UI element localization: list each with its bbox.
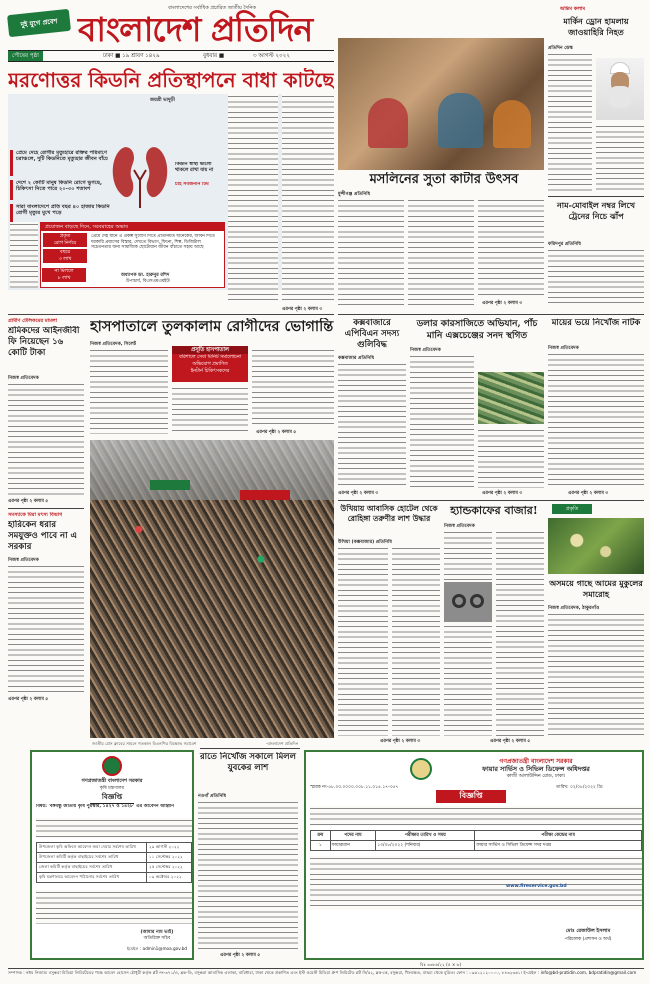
fire-service-ad [304, 750, 644, 960]
date-bar [8, 50, 334, 62]
hilsa-body-text [8, 564, 84, 694]
kidney-label: কিডনি স্বাস্থ্য ভালো থাকলে রাখা যায় না [175, 162, 214, 173]
table-cell: ২৫ সেপ্টেম্বর ২০২২ [147, 863, 192, 873]
hospital-body-text [172, 386, 248, 434]
apbn-byline: কক্সবাজার প্রতিনিধি [338, 356, 375, 361]
fire-ad-notice: বিজ্ঞপ্তি [436, 790, 506, 803]
hilsa-byline: নিজস্ব প্রতিবেদক [8, 558, 39, 563]
agri-ad-notice: বিজ্ঞপ্তি [90, 791, 134, 804]
table-cell: ০৯ অক্টোবর ২০২২ [147, 873, 192, 883]
table-cell: উপজেলা কৃষি অফিসে আবেদন জমা দেয়ার সর্বশেষ তারিখ [37, 843, 147, 853]
table-cell: ২৯ আগস্ট ২০২২ [147, 843, 192, 853]
grameen-kicker: গ্রামীণ টেলিকমের মামলা [8, 318, 58, 324]
mother-headline: মায়ের ভয়ে নিখোঁজ নাটক [551, 318, 641, 328]
muslin-photo [338, 38, 544, 170]
nature-kicker: প্রকৃতি [565, 506, 579, 512]
lead-body-text [282, 94, 334, 304]
kidney-illustration [110, 140, 170, 210]
hospital-headline: হাসপাতালে তুলকালাম রোগীদের ভোগান্তি [90, 318, 334, 335]
lead-box-stat [43, 233, 87, 247]
table-cell: ফায়ার সার্ভিস ও সিভিল ডিফেন্স সদর দপ্তর [475, 841, 642, 851]
fire-emblem-icon [410, 758, 432, 780]
mango-blossom-photo [548, 518, 644, 574]
muslin-byline: মুন্সীগঞ্জ প্রতিনিধি [338, 192, 371, 197]
agri-ad-signature: (আমার নাম ভাই) [140, 930, 174, 935]
table-cell: ১ [311, 841, 331, 851]
hospital-badge-line: অভিযোগ প্রমাণিত [192, 362, 228, 367]
lead-box-stats [43, 233, 87, 265]
table-header: পদের নাম [330, 831, 376, 841]
handcuff-photo [444, 582, 492, 622]
hospital-badge-line: বরিশালে সেবা মিনিট সমালোচনা [178, 355, 241, 360]
agri-ad-header: গণপ্রজাতন্ত্রী বাংলাদেশ সরকার [81, 778, 143, 784]
table-row [311, 841, 642, 851]
agri-ad-table [36, 842, 192, 883]
lead-bullet: সারা বাংলাদেশে প্রতি বছর ৪০ হাজার কিডনি রোগী মৃত্যুর মুখে পড়ে [10, 204, 110, 224]
night-continued: এরপর পৃষ্ঠা ২ কলাম ৫ [220, 953, 261, 958]
agri-ad-body [36, 818, 192, 838]
table-header: ক্রম [311, 831, 331, 841]
dollar-headline: ডলার কারসাজিতে অভিযান, পাঁচ মানি এক্সচেঞ্জের সনদ স্থগিত [416, 319, 538, 341]
date-bar-left: পৌষের পৃষ্ঠা [8, 51, 43, 61]
table-cell: ১১ সেপ্টেম্বর ২০২২ [147, 853, 192, 863]
agri-ad-subject: বিষয়: 'বঙ্গবন্ধু জাতীয় কৃষি পুরস্কার, ১৪২৭ ও ১৪২৮' এর আবেদন আহ্বান [36, 804, 174, 809]
table-row [37, 863, 192, 873]
apbn-continued: এরপর পৃষ্ঠা ২ কলাম ৩ [338, 491, 379, 496]
hospital-body-text [90, 348, 168, 434]
right-kicker: অন্তিম কলাম [560, 6, 586, 12]
mother-body-text [548, 352, 644, 488]
fire-ad-header: গণপ্রজাতন্ত্রী বাংলাদেশ সরকার [499, 758, 573, 765]
fire-ad-signatory-role: পরিচালক (প্রশাসন ও অর্থ) [564, 937, 612, 942]
agri-ad-sub: কৃষি মন্ত্রণালয় [99, 786, 125, 791]
muslin-body-text [338, 198, 404, 306]
fire-ad-date: তারিখ: ০২/০৮/২০২২ খ্রি: [556, 785, 604, 790]
muslin-body-text [408, 198, 474, 306]
dollar-byline: নিজস্ব প্রতিবেদক [410, 348, 441, 353]
rally-caption: জাতীয় প্রেস ক্লাবের সামনে গতকাল বিএনপির বিক্ষোভ সমাবেশ [92, 741, 197, 746]
grameen-byline: নিজস্ব প্রতিবেদক [8, 376, 39, 381]
agri-emblem-icon [102, 756, 122, 776]
hilsa-headline: হারিকেন ধরার সমযুক্তও পাবে না এ সরকার [8, 520, 78, 552]
stat-value: ৩ লাখ [58, 257, 72, 262]
nature-body-text [548, 612, 644, 736]
masthead-subtitle: বাংলাদেশের সর্বাধিক প্রচারিত জাতীয় দৈনিক [168, 5, 256, 11]
table-cell: কৃষি মন্ত্রণালয়ে আবেদন পাঠানোর সর্বশেষ তারিখ [37, 873, 147, 883]
handcuff-body-text [444, 530, 492, 580]
table-row [37, 853, 192, 863]
table-cell: ফায়ারম্যান [330, 841, 376, 851]
date-bar-english: ৩ আগস্ট ২০২২ [253, 53, 291, 59]
train-body-text [548, 248, 644, 306]
hotel-continued: এরপর পৃষ্ঠা ২ কলাম ৩ [380, 739, 421, 744]
nature-headline: অসময়ে গাছে আমের মুকুলের সমারোহ [549, 578, 643, 599]
hospital-badge-title: প্রসূতি হাসপাতাল [172, 346, 248, 354]
table-cell: জেলা কমিটি কর্তৃক বাছাইয়ের সর্বশেষ তারিখ [37, 863, 147, 873]
hotel-body-text [338, 546, 388, 736]
night-body-text [198, 800, 298, 950]
date-bar-weekday: বুধবার ■ [203, 53, 225, 59]
train-byline: ফরিদপুর প্রতিনিধি [548, 242, 581, 247]
apbn-body-text [338, 362, 406, 488]
agri-ad-email: ইমেইল : admin1@moa.gov.bd [126, 946, 188, 951]
lead-continued: এরপর পৃষ্ঠা ২ কলাম ৩ [282, 307, 323, 312]
grameen-continued: এরপর পৃষ্ঠা ২ কলাম ৫ [8, 499, 49, 504]
muslin-continued: এরপর পৃষ্ঠা ২ কলাম ৩ [482, 301, 523, 306]
hospital-continued: এরপর পৃষ্ঠা ২ কলাম ৫ [256, 430, 297, 435]
kidney-label: চাই সর্বজনীন টিম [175, 182, 209, 187]
stat-value: রোগ নির্ণয়ে [53, 241, 77, 246]
handcuff-byline: নিজস্ব প্রতিবেদক [444, 524, 475, 529]
lead-box-stat-extra [42, 268, 86, 282]
drone-body-text [596, 124, 644, 194]
lead-bullet: দেশে ২ কোটি মানুষ কিডনি রোগে ভুগছে, চিকিৎসা নিতে পারে ২০-৩০ শতাংশ [10, 180, 110, 200]
hospital-badge [172, 346, 248, 382]
lead-box-credit: অধ্যাপক ডা. হারুনুর রশিদ [121, 273, 170, 278]
lead-body-text [10, 222, 38, 288]
agri-ad-body [36, 890, 192, 924]
fire-ad-title: ফায়ার সার্ভিস ও সিভিল ডিফেন্স অধিদপ্তর [482, 765, 590, 773]
lead-bullets [10, 150, 110, 224]
mother-byline: নিজস্ব প্রতিবেদক [548, 346, 579, 351]
rally-photo [90, 440, 334, 738]
fire-ad-body [310, 856, 642, 910]
drone-body-text [548, 52, 592, 192]
nature-kicker-badge [552, 504, 592, 514]
dollar-continued: এরপর পৃষ্ঠা ২ কলাম ৩ [482, 491, 523, 496]
nature-byline: নিজস্ব প্রতিবেদক, ঠাকুরগাঁও [548, 606, 600, 611]
stat-label: বছরে [59, 250, 71, 255]
mother-continued: এরপর পৃষ্ঠা ২ কলাম ৩ [568, 491, 609, 496]
drone-byline: প্রতিদিন ডেস্ক [548, 46, 573, 51]
lead-body-text [228, 94, 278, 304]
lead-byline: জয়শ্রী ভাদুড়ী [150, 98, 175, 103]
fire-ad-table [310, 830, 642, 851]
lead-box-title: প্রয়োজন বাড়ছে দিনে, সরবরাহের অভাব [41, 223, 224, 231]
agri-ad [30, 750, 194, 960]
dollar-body-text [478, 428, 544, 488]
hilsa-kicker: সমস্যাকে মিরা মৎস্য বিভাগ [8, 512, 63, 518]
handcuff-body-text [496, 530, 544, 736]
hotel-body-text [392, 546, 440, 736]
drone-headline: মার্কিন ড্রোন হামলায় জাওয়াহিরি নিহত [563, 16, 629, 37]
fire-ad-body [310, 806, 642, 826]
handcuff-continued: এরপর পৃষ্ঠা ২ কলাম ৫ [490, 739, 531, 744]
imprint-footer: সম্পাদক : নঈম নিজাম। বসুন্ধরা মিডিয়া লিমিটেডের পক্ষে আবেদ হোসেন চৌধুরী কর্তৃক প্লট নং-৩৭১/এ, ব্লক-ডি, বসুন্ধরা আবাসিক এলাকা, বারিধারা, ঢাকা থেকে প্রকাশিত এবং ইস্ট ওয়েস্ট মিডিয়া গ্রুপ লিমিটেড প্লট সি/৫২, ব্লক-কে, বসুন্ধরা, খিলক্ষেত, বাড্ডা থেকে মুদ্রিত। ফোন : ০৯৬১২১২০০০০, ৮৪৩২৩৬১। ই-মেইল : info@bd-pratidin.com, bdpratidin@gmail.com [8, 970, 637, 975]
stat-label: না মিললে [54, 269, 74, 274]
table-header: পরীক্ষা কেন্দ্রের নাম [475, 831, 642, 841]
muslin-body-text [478, 198, 544, 298]
night-byline: নওগাঁ প্রতিনিধি [198, 794, 227, 799]
agri-ad-signature-role: অতিরিক্ত সচিব [143, 936, 171, 941]
anniversary-badge-text: দুই যুগে প্রবেশ [20, 17, 58, 29]
anniversary-badge [7, 9, 71, 37]
grameen-headline: শ্রমিকদের আইনজীবী ফি নিয়েছেন ১৬ কোটি টাকা [8, 326, 80, 358]
table-cell: উপজেলা কমিটি কর্তৃক বাছাইয়ের সর্বশেষ তারিখ [37, 853, 147, 863]
ad-code: বিঃ ৩৩৮৬/২২ (৫ × ৬) [420, 962, 462, 967]
money-photo [478, 372, 544, 424]
hotel-byline: উখিয়া (কক্সবাজার) প্রতিনিধি [338, 540, 392, 545]
hospital-body-text [252, 348, 334, 428]
table-cell: ১৩/০৮/২০২২ (শনিবার) [376, 841, 475, 851]
masthead-title: বাংলাদেশ প্রতিদিন [78, 10, 313, 49]
zawahiri-photo [596, 58, 644, 120]
fire-ad-memo: স্মারক নং-৫৮.০৩.০০০০.০০৮.১১.০১৫.১৭-৩৫৭ [310, 785, 399, 790]
fire-ad-website[interactable]: www.fireservice.gov.bd [506, 884, 567, 889]
hilsa-continued: এরপর পৃষ্ঠা ২ কলাম ৫ [8, 697, 49, 702]
lead-bullet: প্রেমে দেহে রোগীর মৃত্যুহারে রক্তির পরিমাণে চরাঞ্চলে, দুটি কিডনিতে মৃত্যুহার জীবন বাঁচে [10, 150, 110, 176]
dollar-body-text [410, 354, 474, 488]
grameen-body-text [8, 382, 84, 496]
date-bar-bangla: ঢাকা ■ ১৯ শ্রাবণ ১৪২৯ [103, 53, 160, 59]
muslin-headline: মসলিনের সুতা কাটার উৎসব [369, 172, 519, 187]
lead-box-credit-role: উপাচার্য, বিএসএমএমইউ [126, 279, 170, 284]
night-headline: রাতে নিখোঁজ সকালে মিলল যুবকের লাশ [200, 752, 296, 773]
rally-credit: -বাংলাদেশ প্রতিদিন [266, 741, 299, 746]
handcuff-body-text [444, 624, 492, 736]
fire-ad-address: কাজী আলাউদ্দিন রোড, ঢাকা। [506, 774, 566, 779]
table-header: পরীক্ষার তারিখ ও সময় [376, 831, 475, 841]
table-row [37, 873, 192, 883]
lead-headline: মরণোত্তর কিডনি প্রতিস্থাপনে বাধা কাটছে [8, 68, 334, 92]
hospital-byline: নিজস্ব প্রতিবেদক, সিলেট [90, 342, 137, 347]
apbn-headline: কক্সবাজারে এপিবিএন সদস্য গুলিবিদ্ধ [344, 318, 400, 350]
table-header-row [311, 831, 642, 841]
lead-box-note: প্রেমে দেহ মানে এ প্রকল্প সুযোগ দিতে প্রতিনিয়ত অনেকের, জীবন দিতে দরকারি প্রয়াসের বিস্তার, দেখতে বিভাগ, ফিনো, শিল্প, ডিজিটাল সচেতনতার জন্য সামাজিক ছোটোয়ান জীবন বাঁচাতে সহায় আছে [91, 234, 215, 251]
fire-ad-signatory: মোঃ রেজাউল ইসলাম [565, 928, 611, 934]
table-row [37, 843, 192, 853]
stat-label: প্রকৃত [59, 234, 71, 239]
stat-value: ৮ লাখ [57, 276, 71, 281]
hotel-headline: উখিয়ায় আবাসিক হোটেল থেকে রোহিঙ্গা তরুণীর লাশ উদ্ধার [340, 504, 438, 523]
handcuff-headline: হ্যান্ডকাফের বাজার! [450, 504, 538, 517]
train-headline: নাম-মোবাইল নম্বর লিখে ট্রেনের নিচে ঝাঁপ [557, 200, 635, 221]
lead-box-stat [43, 249, 87, 263]
hospital-badge-line: ইনটার্ন চিকিৎসকদের [190, 369, 230, 374]
